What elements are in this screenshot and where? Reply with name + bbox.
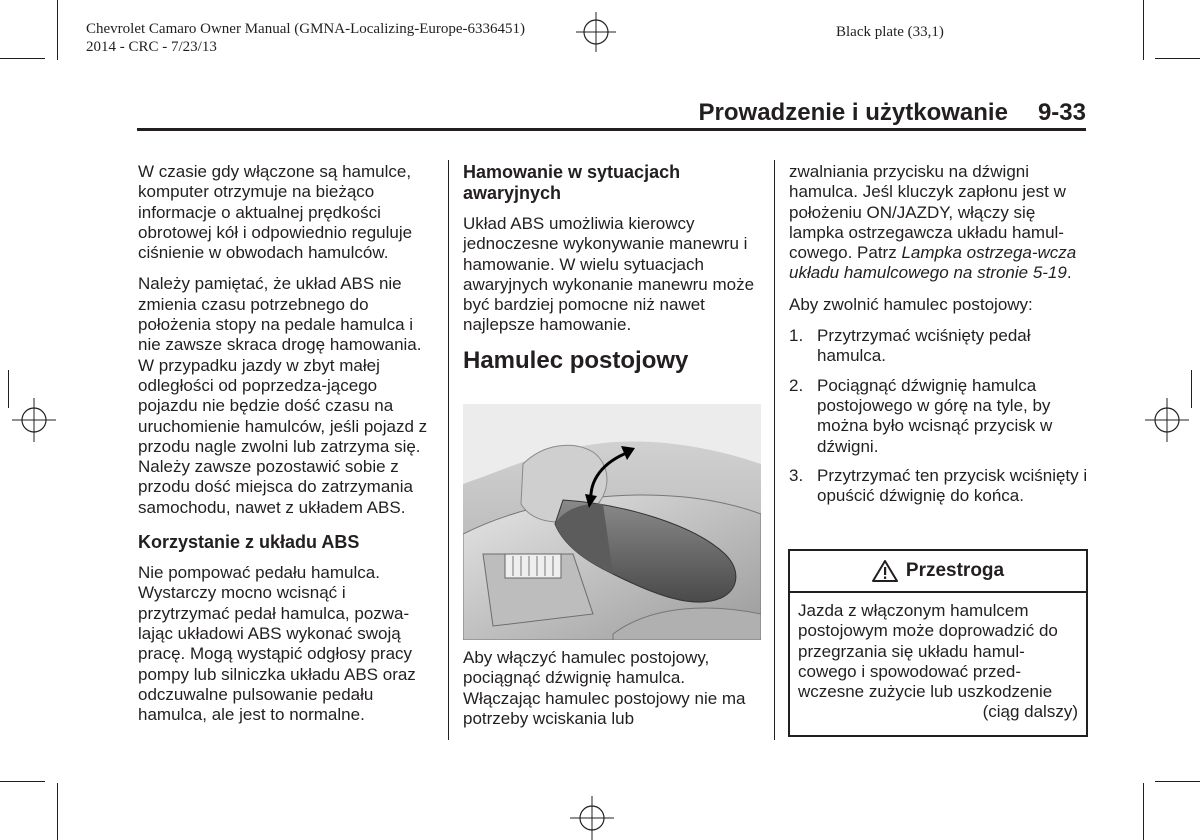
crop-mark xyxy=(1191,370,1192,408)
print-meta-line2: 2014 - CRC - 7/23/13 xyxy=(86,39,217,55)
continued-label: (ciąg dalszy) xyxy=(982,702,1078,722)
header-rule xyxy=(137,128,1086,131)
caution-body xyxy=(790,593,1086,727)
crop-mark xyxy=(0,58,45,59)
step-text: Przytrzymać ten przycisk wciśnięty i opuścić dźwignię do końca. xyxy=(817,465,1088,506)
paragraph: Należy pamiętać, że układ ABS nie zmienia czasu potrzebnego do położenia stopy na pedale hamulca i nie zawsze skraca drogę hamowania. W przypadku jazdy w zbyt małej odległości od poprzedza-jącego pojazdu nie będzie dość czasu na uruchomienie hamulców, jeśli pojazd z przodu nagle zwolni lub zatrzyma się. Należy zawsze pozostawić sobie z przodu dość miejsca do zatrzymania samochodu, nawet z układem ABS. xyxy=(138,274,428,517)
registration-mark-icon xyxy=(1145,398,1189,442)
crop-mark xyxy=(1143,0,1144,60)
crop-mark xyxy=(57,0,58,60)
registration-mark-icon xyxy=(570,796,614,840)
paragraph-end: . xyxy=(1066,263,1072,283)
list-item xyxy=(789,326,1089,367)
registration-mark-icon xyxy=(12,398,56,442)
caution-text: Jazda z włączonym hamulcem postojowym może doprowadzić do przegrzania się układu hamul-cowego i spowodować przed-wczesne zużycie lub uszkodzenie xyxy=(798,601,1058,702)
paragraph: W czasie gdy włączone są hamulce, komputer otrzymuje na bieżąco informacje o aktualnej prędkości obrotowej kół i odpowiednio reguluje ciśnienie w obwodach hamulców. xyxy=(138,162,413,263)
cross-reference-link[interactable]: Lampka ostrzega-wcza układu hamulcowego na stronie 5-19 xyxy=(789,243,1077,283)
column-divider xyxy=(774,160,775,740)
paragraph: Aby zwolnić hamulec postojowy: xyxy=(789,294,1033,314)
release-steps-list xyxy=(789,326,1089,506)
column-3 xyxy=(789,162,1089,515)
caution-header xyxy=(790,551,1086,593)
crop-mark xyxy=(8,370,9,408)
running-header xyxy=(600,99,1086,127)
warning-triangle-icon xyxy=(872,559,898,583)
crop-mark xyxy=(1155,781,1200,782)
step-number: 1. xyxy=(789,326,804,346)
section-heading-emergency: Hamowanie w sytuacjach awaryjnych xyxy=(463,162,681,203)
paragraph-text: zwalniania przycisku na dźwigni hamulca. Jeśl kluczyk zapłonu jest w położeniu ON/JAZDY, włączy się lampka ostrzegawcza układu hamul-cowego. Patrz xyxy=(789,162,1066,263)
crop-mark xyxy=(1143,783,1144,840)
column-divider xyxy=(448,160,449,740)
list-item xyxy=(789,466,1089,507)
caution-title: Przestroga xyxy=(905,560,1005,581)
paragraph: Układ ABS umożliwia kierowcy jednoczesne wykonywanie manewru i hamowanie. W wielu sytuacjach awaryjnych wykonanie manewru może być bardziej pomocne niż nawet najlepsze hamowanie. xyxy=(463,214,755,335)
column-1 xyxy=(138,162,438,736)
page-number: 9-33 xyxy=(1037,99,1086,126)
paragraph: Nie pompować pedału hamulca. Wystarczy mocno wcisnąć i przytrzymać pedał hamulca, pozwa-lając układowi ABS wykonać swoją pracę. Mogą wystąpić odgłosy pracy pompy lub silniczka układu ABS oraz odczuwalne pulsowanie pedału hamulca, ale jest to normalne. xyxy=(138,563,416,725)
section-heading-abs: Korzystanie z układu ABS xyxy=(138,532,360,553)
paragraph: Aby włączyć hamulec postojowy, pociągnąć dźwignię hamulca. Włączając hamulec postojowy nie ma potrzeby wciskania lub xyxy=(463,648,746,728)
parking-brake-illustration xyxy=(463,404,761,640)
paragraph xyxy=(789,162,1089,284)
step-number: 3. xyxy=(789,465,804,485)
step-text: Pociągnąć dźwignię hamulca postojowego w górę na tyle, by można było wcisnąć przycisk w dźwigni. xyxy=(817,375,1053,456)
crop-mark xyxy=(57,783,58,840)
crop-mark xyxy=(1155,58,1200,59)
column-2-lower xyxy=(463,648,763,740)
section-heading-parking: Hamulec postojowy xyxy=(463,346,689,374)
column-2 xyxy=(463,162,763,389)
list-item xyxy=(789,376,1089,457)
black-plate-label: Black plate (33,1) xyxy=(836,24,944,40)
section-title: Prowadzenie i użytkowanie xyxy=(698,99,1008,126)
step-number: 2. xyxy=(789,375,804,395)
caution-box xyxy=(788,549,1088,737)
step-text: Przytrzymać wciśnięty pedał hamulca. xyxy=(817,326,1031,366)
print-meta-line1: Chevrolet Camaro Owner Manual (GMNA-Localizing-Europe-6336451) xyxy=(86,21,526,37)
crop-mark xyxy=(0,781,45,782)
